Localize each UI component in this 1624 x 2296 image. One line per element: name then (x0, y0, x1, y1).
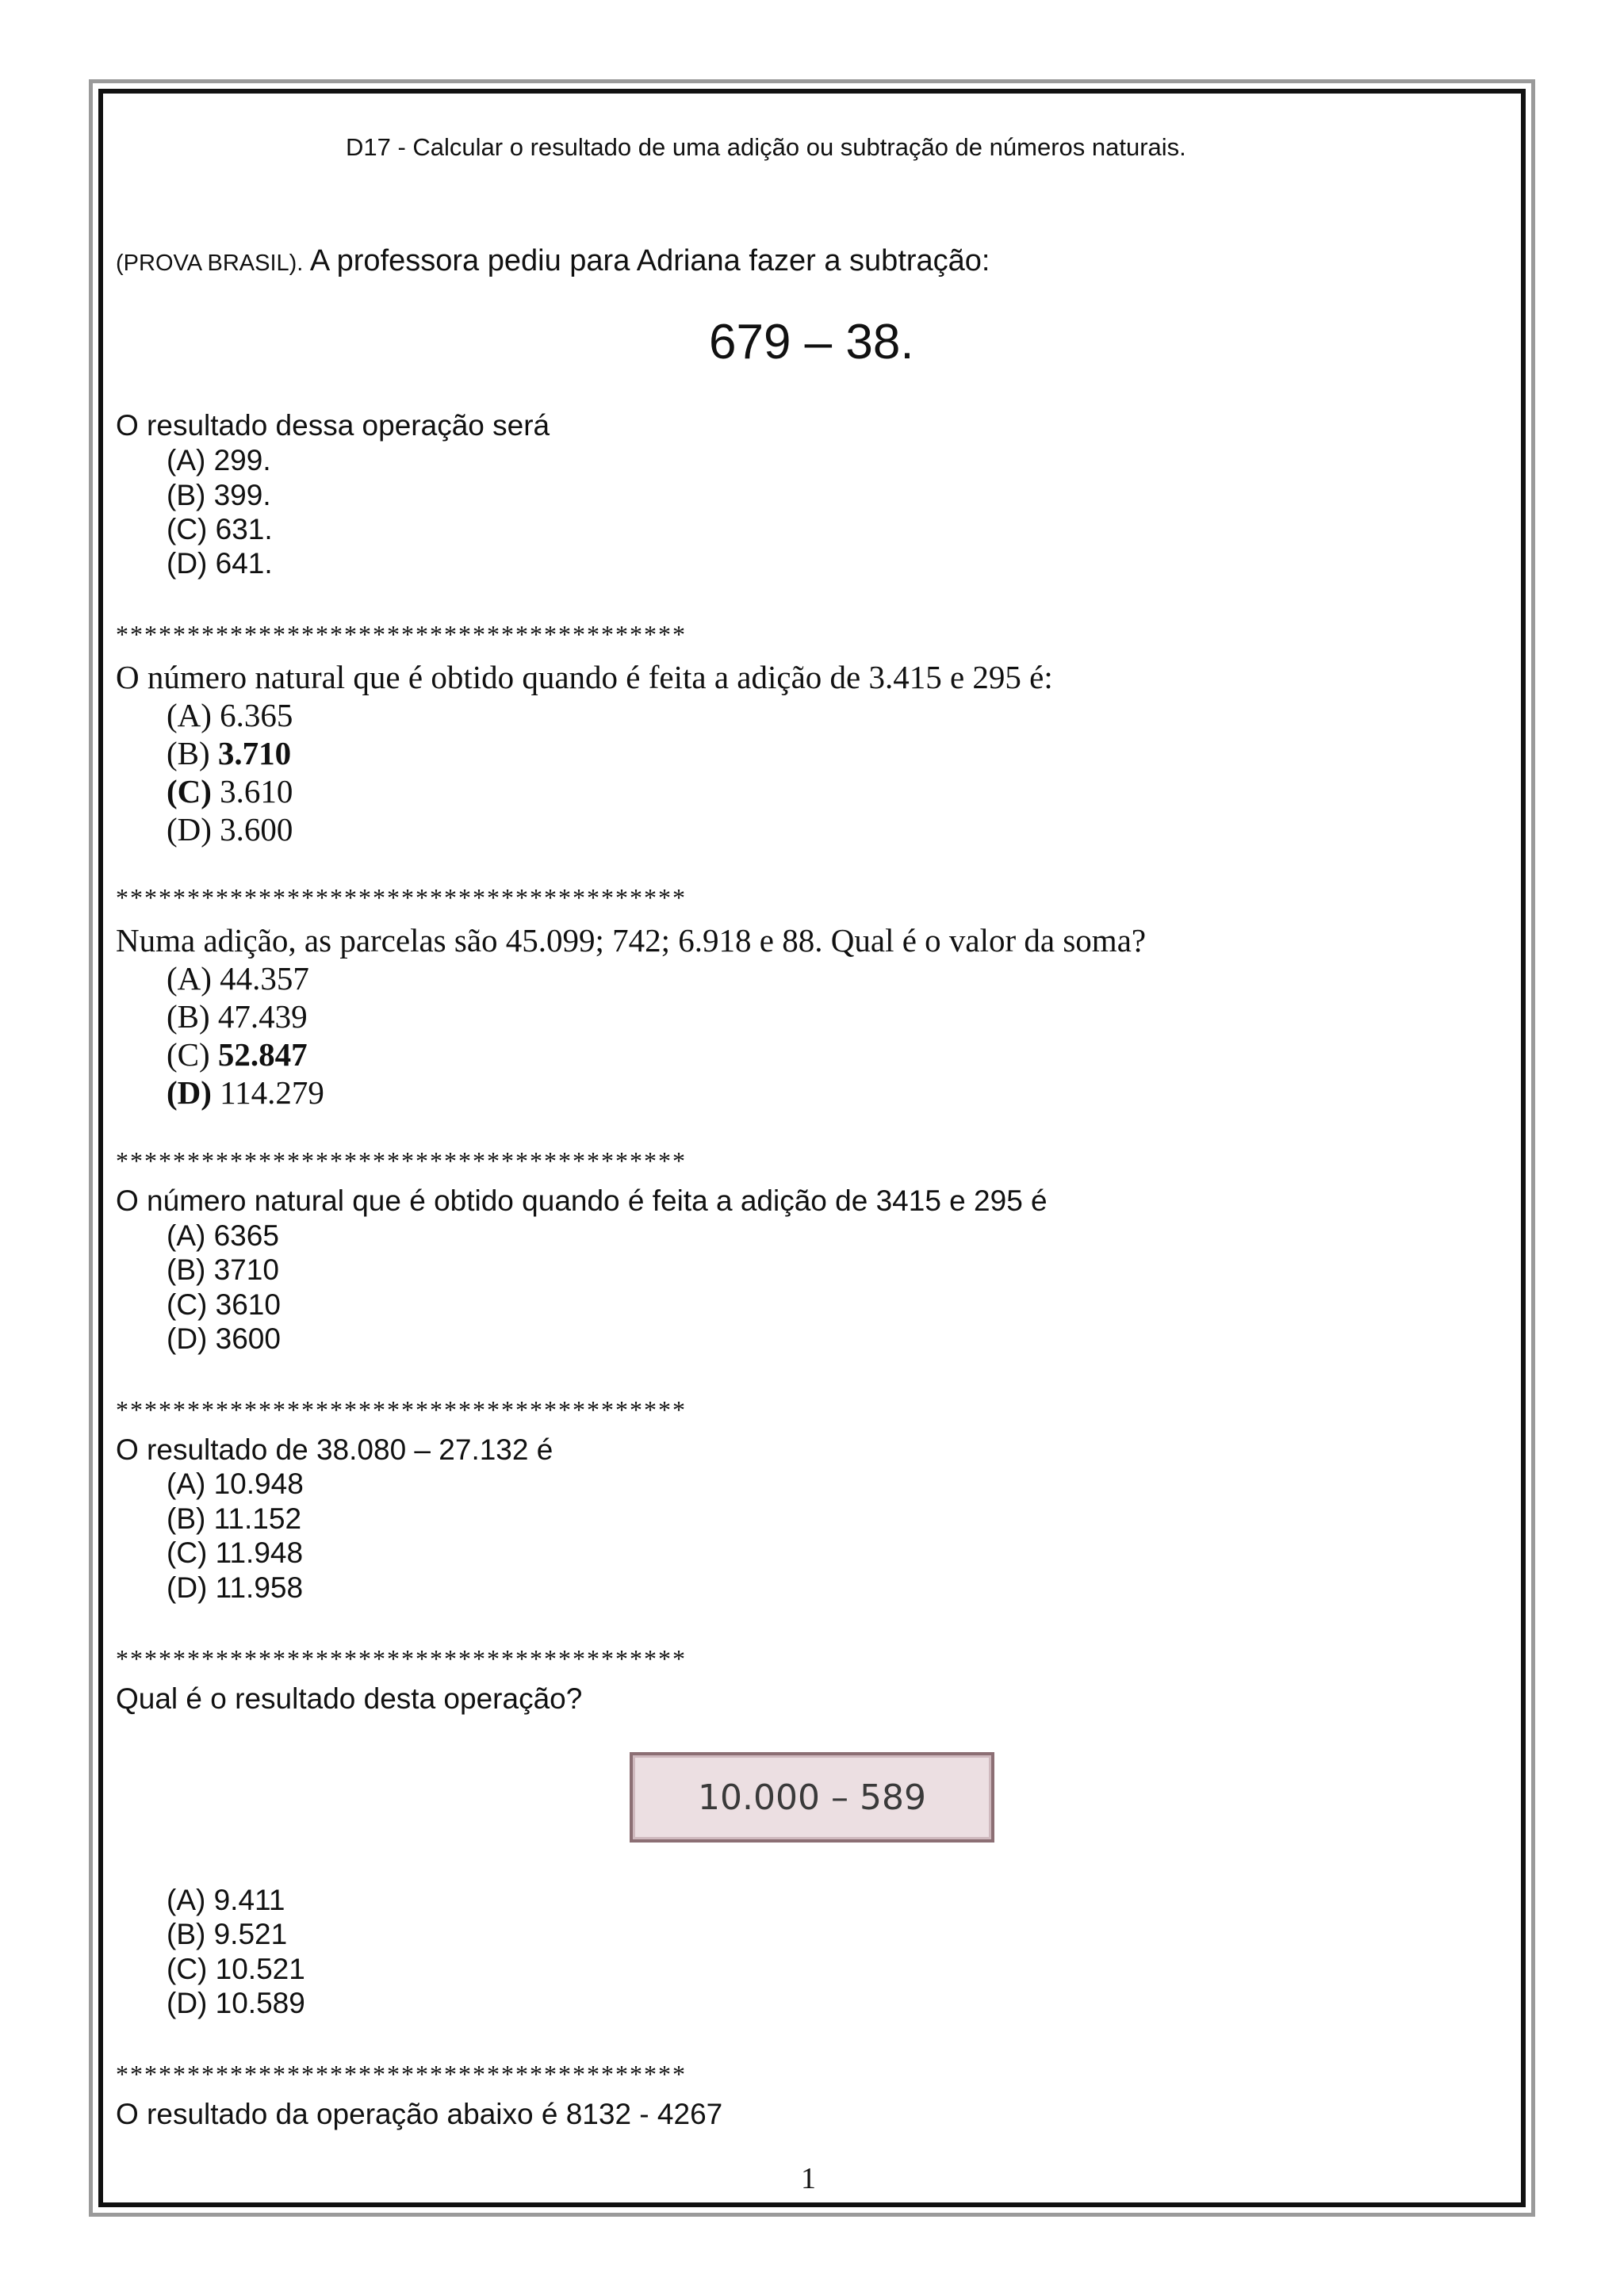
separator: **************************************** (116, 1146, 687, 1175)
question-6-option-c: (C) 10.521 (167, 1953, 305, 1985)
question-2-option-d (167, 810, 293, 848)
question-2-option-a (167, 696, 293, 734)
question-4-option-d: (D) 3600 (167, 1322, 281, 1355)
question-4-option-c: (C) 3610 (167, 1288, 281, 1321)
question-2-prompt: O número natural que é obtido quando é feita a adição de 3.415 e 295 é: (116, 659, 1053, 695)
option-value: 47.439 (209, 998, 308, 1035)
option-value: 3.600 (211, 811, 293, 848)
question-1-option-a: (A) 299. (167, 444, 271, 476)
question-2-option-b-correct (167, 734, 291, 772)
separator: **************************************** (116, 1644, 687, 1673)
question-3-option-d (167, 1073, 324, 1112)
option-letter: (B) (167, 735, 210, 771)
question-1-option-d-correct: (D) 641. (167, 547, 273, 580)
question-2-option-c (167, 772, 293, 810)
question-3-option-b (167, 997, 308, 1035)
question-5-option-b: (B) 11.152 (167, 1502, 302, 1535)
question-1-option-c: (C) 631. (167, 513, 273, 545)
option-letter: (A) (167, 697, 212, 733)
question-4-option-a: (A) 6365 (167, 1219, 279, 1252)
question-6-prompt: Qual é o resultado desta operação? (116, 1682, 583, 1715)
option-value: 3.710 (209, 735, 292, 771)
option-letter: (A) (167, 960, 212, 997)
question-5-option-c: (C) 11.948 (167, 1536, 304, 1569)
question-3-prompt: Numa adição, as parcelas são 45.099; 742; 6.918 e 88. Qual é o valor da soma? (116, 922, 1147, 959)
separator: **************************************** (116, 883, 687, 912)
question-5-prompt: O resultado de 38.080 – 27.132 é (116, 1433, 553, 1466)
question-1-intro (116, 244, 990, 278)
separator: **************************************** (116, 2060, 687, 2088)
question-6-expression-box (630, 1752, 994, 1843)
option-letter: (D) (167, 811, 212, 848)
question-4-option-b-correct: (B) 3710 (167, 1253, 279, 1286)
option-letter: (B) (167, 998, 210, 1035)
question-6-expression: 10.000 – 589 (698, 1777, 926, 1818)
question-6-option-d: (D) 10.589 (167, 1987, 305, 2019)
option-value: 114.279 (211, 1074, 324, 1111)
question-3-option-c-correct (167, 1035, 308, 1073)
question-6-option-a-correct: (A) 9.411 (167, 1884, 285, 1916)
question-1-option-b: (B) 399. (167, 479, 271, 511)
option-letter: (C) (167, 1036, 210, 1073)
option-value: 3.610 (211, 773, 293, 809)
option-value: 6.365 (211, 697, 293, 733)
option-value: 52.847 (209, 1036, 308, 1073)
page-header: D17 - Calcular o resultado de uma adição ou subtração de números naturais. (346, 133, 1186, 161)
option-value: 44.357 (211, 960, 309, 997)
question-1-prompt: O resultado dessa operação será (116, 409, 550, 442)
option-letter: (D) (167, 1074, 212, 1111)
question-1-text: A professora pediu para Adriana fazer a subtração: (303, 244, 990, 277)
page-number: 1 (801, 2162, 816, 2195)
question-7-prompt: O resultado da operação abaixo é 8132 - 4267 (116, 2098, 723, 2130)
question-4-prompt: O número natural que é obtido quando é feita a adição de 3415 e 295 é (116, 1184, 1048, 1217)
separator: **************************************** (116, 1395, 687, 1424)
question-5-option-d: (D) 11.958 (167, 1571, 304, 1604)
question-1-source: (PROVA BRASIL). (116, 251, 304, 276)
option-letter: (C) (167, 773, 212, 809)
question-1-expression: 679 – 38. (709, 315, 914, 369)
question-5-option-a-correct: (A) 10.948 (167, 1468, 304, 1500)
question-3-option-a (167, 959, 309, 997)
separator: **************************************** (116, 620, 687, 649)
question-6-option-b: (B) 9.521 (167, 1918, 288, 1950)
